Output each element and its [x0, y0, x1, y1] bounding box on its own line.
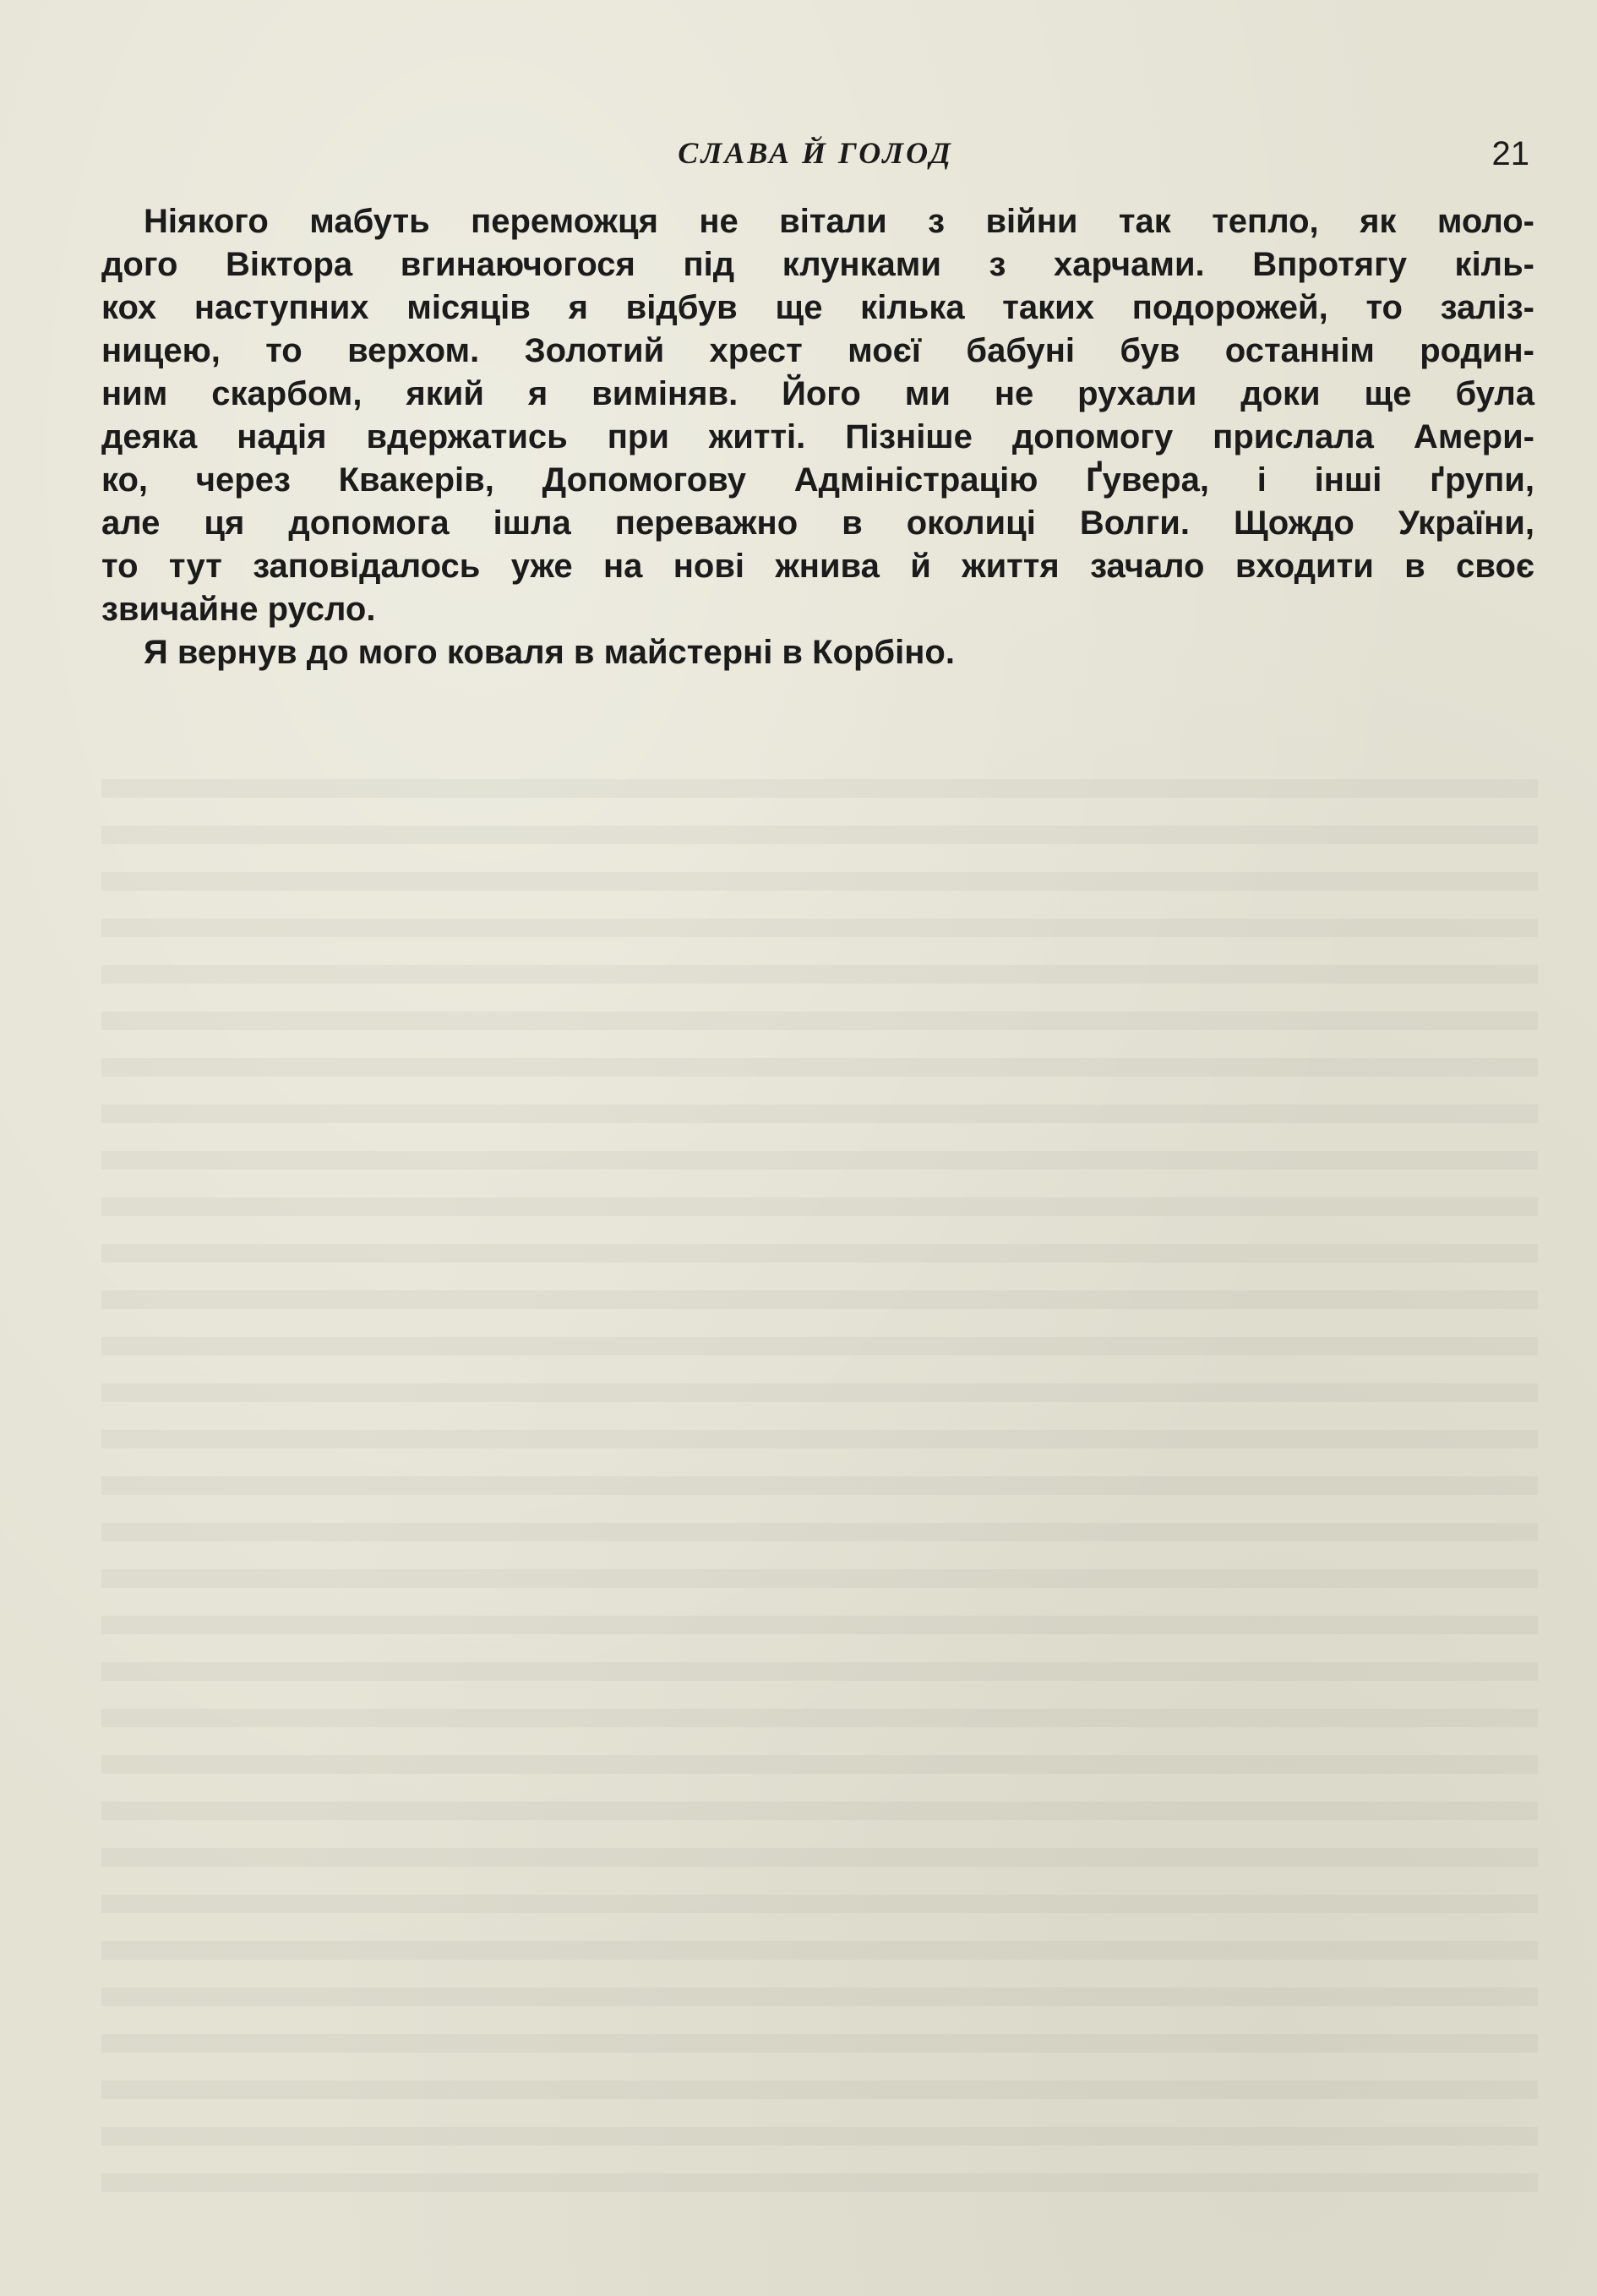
page-header [101, 135, 1529, 186]
body-text [101, 200, 1534, 674]
text-line: деяка надія вдержатись при житті. Пізніше допомогу прислала Амери- [101, 418, 1534, 455]
text-line: ко, через Квакерів, Допомогову Адміністрацію Ґувера, і інші ґрупи, [101, 461, 1534, 499]
text-line: кох наступних місяців я відбув ще кілька таких подорожей, то заліз- [101, 289, 1534, 326]
page-number: 21 [1491, 135, 1529, 172]
text-line: але ця допомога ішла переважно в околиці Волги. Щождо України, [101, 504, 1534, 542]
text-line: ним скарбом, який я виміняв. Його ми не рухали доки ще була [101, 375, 1534, 412]
paragraph-1 [101, 200, 1534, 631]
running-title: СЛАВА Й ГОЛОД [678, 136, 953, 170]
text-line: дого Віктора вгинаючогося під клунками з харчами. Впротягу кіль- [101, 246, 1534, 283]
text-line: то тут заповідалось уже на нові жнива й життя зачало входити в своє [101, 548, 1534, 585]
paragraph-2 [101, 631, 1534, 674]
text-line: ницею, то верхом. Золотий хрест моєї бабуні був останнім родин- [101, 332, 1534, 369]
bleed-through-texture [101, 761, 1538, 2197]
text-line: Я вернув до мого коваля в майстерні в Корбіно. [144, 634, 955, 671]
text-line: звичайне русло. [101, 591, 376, 628]
text-line: Ніякого мабуть переможця не вітали з війни так тепло, як моло- [144, 203, 1534, 240]
